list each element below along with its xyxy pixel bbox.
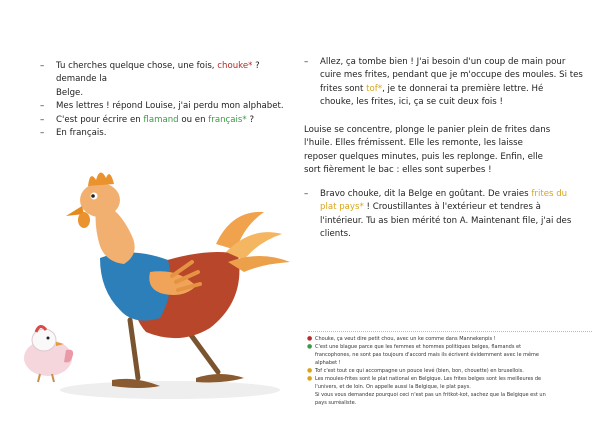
- dialogue-text: Allez, ça tombe bien ! J'ai besoin d'un coup de main pour: [320, 57, 566, 67]
- footnote-bullet-icon: ●: [307, 375, 313, 382]
- dialogue-text: En français.: [56, 128, 107, 139]
- footnote: [306, 367, 594, 375]
- footnote: [306, 375, 594, 391]
- dialogue-text: Mes lettres ! répond Louise, j'ai perdu mon alphabet.: [56, 101, 284, 112]
- highlighted-word: chouke*: [217, 61, 253, 71]
- narration-line: reposer quelques minutes, puis les replonge. Enfin, elle: [304, 151, 543, 162]
- highlighted-word: frites du: [531, 189, 568, 199]
- footnote: [306, 391, 594, 407]
- dialogue-text: l'intérieur. Tu as bien mérité ton A. Maintenant file, j'ai des: [320, 215, 572, 226]
- left-dialogue: [40, 60, 295, 140]
- highlighted-word: plat pays*: [320, 202, 364, 213]
- dialogue-text: frites sont: [320, 83, 367, 94]
- dialogue-line: [40, 127, 295, 140]
- dialogue-line: [304, 56, 592, 69]
- highlighted-word: flamand: [143, 114, 179, 125]
- dialogue-dash: –: [40, 101, 45, 112]
- footnote-bullet-icon: ●: [307, 343, 313, 350]
- footnote: [306, 335, 594, 343]
- dialogue-line: [304, 69, 592, 82]
- footnote-line: Les moules-frites sont le plat national en Belgique. Les frites belges sont les meilleures de: [315, 376, 542, 382]
- rooster-illustration: [0, 150, 300, 436]
- dialogue-text: ou en: [178, 114, 209, 125]
- narration-line: Louise se concentre, plonge le panier plein de frites dans: [304, 125, 551, 135]
- dialogue-dash: –: [40, 128, 45, 139]
- dialogue-dash: –: [40, 61, 45, 71]
- dialogue-line: [304, 228, 592, 241]
- dialogue-line: [304, 96, 592, 109]
- dialogue-dash: –: [304, 57, 309, 67]
- footnote-line: francophones, ne sont pas toujours d'accord mais ils écrivent évidemment avec le même: [315, 352, 540, 358]
- dialogue-text: C'est pour écrire en: [56, 114, 144, 125]
- dialogue-text: ! Croustillantes à l'extérieur et tendres à: [363, 202, 541, 213]
- footnote-bullet-icon: ●: [307, 367, 313, 374]
- dialogue-line: [304, 188, 592, 201]
- narration-paragraph: [304, 124, 590, 178]
- dialogue-line: [304, 201, 592, 214]
- footnote-divider: [308, 331, 592, 332]
- narration-line: sort fièrement le bac : elles sont superbes !: [304, 165, 492, 176]
- dialogue-line: [304, 83, 592, 96]
- dialogue-text: clients.: [320, 229, 351, 240]
- footnote-line: Si vous vous demandez pourquoi ceci n'est pas un fritkot-kot, sachez que la Belgique est un: [315, 392, 546, 398]
- right-dialogue: [304, 56, 592, 110]
- dialogue-line: [40, 87, 295, 100]
- dialogue-text: Bravo chouke, dit la Belge en goûtant. De vraies: [320, 189, 532, 199]
- right-dialogue-2: [304, 188, 592, 242]
- footnote-line: Chouke, ça veut dire petit chou, avec un ke comme dans Mannekenpis !: [315, 336, 496, 342]
- dialogue-text: ? demande la: [56, 61, 260, 85]
- footnote-bullet-icon: ●: [307, 335, 313, 342]
- footnote: [306, 343, 594, 367]
- highlighted-word: tof*: [366, 83, 383, 94]
- dialogue-text: ?: [246, 114, 255, 125]
- footnote-line: C'est une blague parce que les femmes et hommes politiques belges, flamands et: [315, 344, 522, 350]
- narration-line: l'huile. Elles frémissent. Elle les remonte, les laisse: [304, 138, 523, 149]
- footnotes: [306, 335, 594, 407]
- dialogue-text: , je te donnerai ta première lettre. Hé: [382, 83, 544, 94]
- dialogue-line: [40, 60, 295, 87]
- footnote-line: pays surréaliste.: [315, 400, 357, 406]
- dialogue-line: [40, 114, 295, 127]
- dialogue-dash: –: [304, 189, 309, 199]
- dialogue-text: Tu cherches quelque chose, une fois,: [56, 61, 218, 71]
- footnote-line: l'univers, et de loin. On appelle aussi la Belgique, le plat pays.: [315, 384, 471, 390]
- highlighted-word: français*: [208, 114, 247, 125]
- footnote-line: alphabet !: [315, 360, 341, 366]
- dialogue-text: Belge.: [56, 87, 84, 98]
- dialogue-line: [40, 100, 295, 113]
- dialogue-line: [304, 215, 592, 228]
- footnote-line: Tof c'est tout ce qui accompagne un pouce levé (bien, bon, chouette) en bruxellois.: [315, 368, 524, 374]
- dialogue-text: chouke, les frites, ici, ça se cuit deux fois !: [320, 97, 503, 108]
- dialogue-dash: –: [40, 114, 45, 125]
- dialogue-text: cuire mes frites, pendant que je m'occupe des moules. Si tes: [320, 70, 583, 81]
